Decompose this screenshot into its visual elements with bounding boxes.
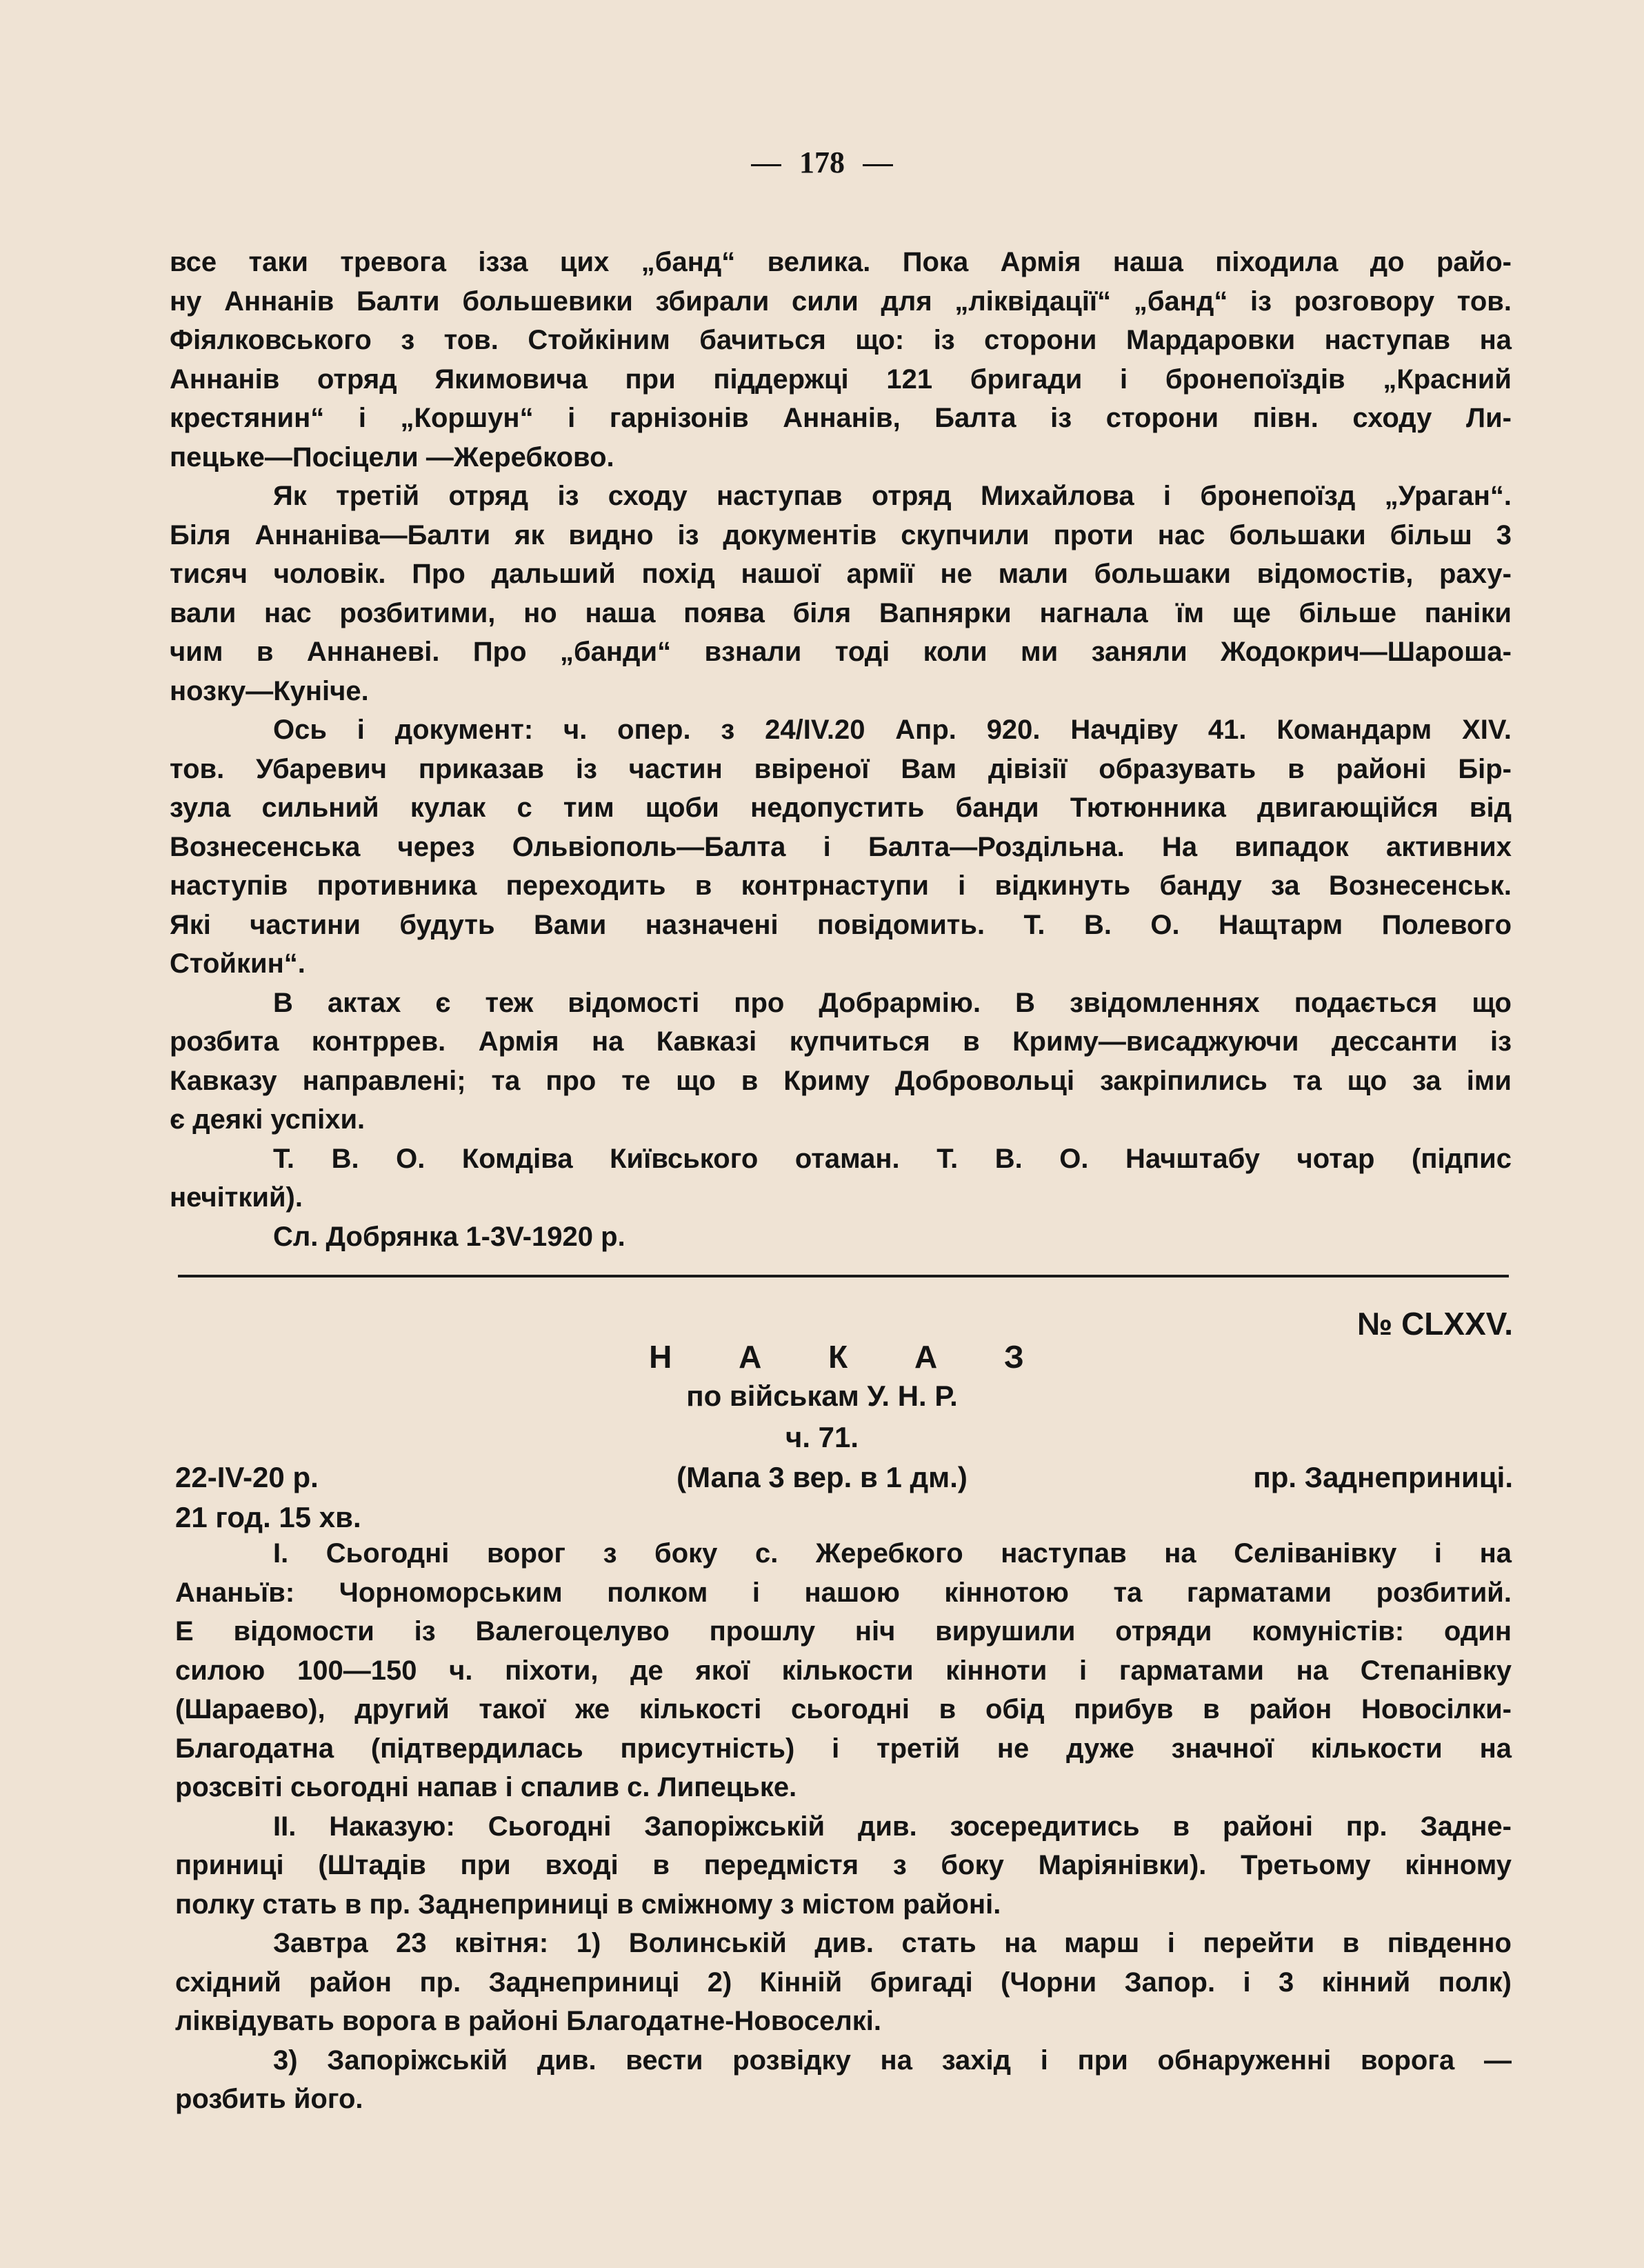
text-line: Біля Аннаніва—Балти як видно із документів скупчили проти нас большаки більш 3 [170, 519, 1512, 550]
text-line: Стойкин“. [170, 948, 305, 979]
text-line: Ось і документ: ч. опер. з 24/IV.20 Апр. 920. Начдіву 41. Командарм XIV. [273, 715, 1512, 745]
text-line: нечіткий). [170, 1182, 303, 1213]
text-line: Сл. Добрянка 1-3V-1920 р. [273, 1221, 625, 1252]
order-subtitle: по військам У. Н. Р. [686, 1380, 958, 1412]
text-line: вали нас розбитими, но наша поява біля Вапнярки нагнала їм ще більше паніки [170, 597, 1512, 628]
order-map-scale: (Мапа 3 вер. в 1 дм.) [676, 1461, 968, 1493]
text-line: пецьке—Посіцели —Жеребково. [170, 441, 614, 472]
text-line: все таки тревога ізза цих „банд“ велика. Пока Армія наша піходила до райо- [170, 247, 1512, 277]
text-line: 3) Запоріжській див. вести розвідку на захід і при обнаруженні ворога — [273, 2045, 1512, 2076]
text-line: Фіялковського з тов. Стойкіним бачиться що: із сторони Мардаровки наступав на [170, 325, 1512, 355]
text-line: Завтра 23 квітня: 1) Волинській див. стать на марш і перейти в південно [273, 1928, 1512, 1958]
order-part-number: ч. 71. [785, 1421, 859, 1453]
text-line: силою 100—150 ч. піхоти, де якої кількости кінноти і гарматами на Степанівку [175, 1655, 1512, 1686]
text-line: тисяч чоловік. Про дальший похід нашої армії не мали большаки відомостів, раху- [170, 559, 1512, 589]
page-number-dash-right [863, 164, 893, 166]
text-line: Вознесенська через Ольвіополь—Балта і Балта—Роздільна. На випадок активних [170, 831, 1512, 862]
section-divider [178, 1275, 1509, 1277]
order-time: 21 год. 15 хв. [175, 1501, 361, 1533]
text-line: є деякі успіхи. [170, 1104, 365, 1135]
text-line: ну Аннанів Балти большевики збирали сили для „ліквідації“ „банд“ із розговору тов. [170, 286, 1512, 317]
text-line: крестянин“ і „Коршун“ і гарнізонів Аннанів, Балта із сторони півн. сходу Ли- [170, 403, 1512, 433]
text-line: наступів противника переходить в контрнаступи і відкинуть банду за Вознесенськ. [170, 871, 1512, 901]
text-line: полку стать в пр. Заднеприниці в сміжному з містом районі. [175, 1889, 1001, 1920]
text-line: Які частини будуть Вами назначені повідомить. Т. В. О. Нащтарм Полевого [170, 909, 1512, 940]
order-place: пр. Заднеприниці. [1253, 1461, 1513, 1493]
page-number [0, 145, 1644, 180]
text-line: ліквідувать ворога в районі Благодатне-Новоселкі. [175, 2006, 881, 2036]
page-number-value: 178 [799, 146, 845, 179]
text-line: нозку—Куніче. [170, 675, 369, 706]
text-line: В актах є теж відомості про Добрармію. В звідомленнях подається що [273, 987, 1512, 1018]
text-line: ІІ. Наказую: Сьогодні Запоріжській див. зосередитись в районі пр. Задне- [273, 1811, 1512, 1842]
text-line: Як третій отряд із сходу наступав отряд Михайлова і бронепоїзд „Ураган“. [273, 481, 1512, 511]
text-line: Е відомости із Валегоцелуво прошлу ніч вирушили отряди комуністів: один [175, 1616, 1512, 1647]
order-number: № CLXXV. [1357, 1306, 1513, 1342]
text-line: східний район пр. Заднеприниці 2) Кінній бригаді (Чорни Запор. і 3 кінний полк) [175, 1967, 1512, 1998]
order-text-block [175, 1534, 1512, 2119]
text-line: розсвіті сьогодні напав і спалив с. Липецьке. [175, 1772, 797, 1802]
text-line: тов. Убаревич приказав із частин ввіреної Вам дівізії образувать в районі Бір- [170, 753, 1512, 784]
text-line: розбита контррев. Армія на Кавказі купчиться в Криму—висаджуючи дессанти із [170, 1026, 1512, 1057]
order-date: 22-IV-20 р. [175, 1461, 319, 1493]
text-line: чим в Аннаневі. Про „банди“ взнали тоді коли ми заняли Жодокрич—Шароша- [170, 637, 1512, 667]
text-line: І. Сьогодні ворог з боку с. Жеребкого наступав на Селіванівку і на [273, 1538, 1512, 1569]
text-line: (Шараево), другий такої же кількості сьогодні в обід прибув в район Новосілки- [175, 1694, 1512, 1724]
text-line: Ананьїв: Чорноморським полком і нашою кіннотою та гарматами розбитий. [175, 1577, 1512, 1608]
text-line: розбить його. [175, 2084, 363, 2114]
text-line: Аннанів отряд Якимовича при піддержці 121 бригади і бронепоїздів „Красний [170, 364, 1512, 395]
text-line: Кавказу направлені; та про те що в Криму Добровольці закріпились та що за іми [170, 1065, 1512, 1096]
top-text-block [170, 243, 1512, 1256]
text-line: зула сильний кулак с тим щоби недопустить банди Тютюнника двигающійся від [170, 793, 1512, 823]
page-number-dash-left [751, 164, 781, 166]
text-line: приниці (Штадів при вході в передмістя з боку Маріянівки). Третьому кінному [175, 1850, 1512, 1880]
text-line: Благодатна (підтвердилась присутність) і третій не дуже значної кількости на [175, 1733, 1512, 1764]
text-line: Т. В. О. Комдіва Київського отаман. Т. В. О. Начштабу чотар (підпис [273, 1143, 1512, 1174]
order-title: Н А К А З [649, 1339, 1053, 1375]
